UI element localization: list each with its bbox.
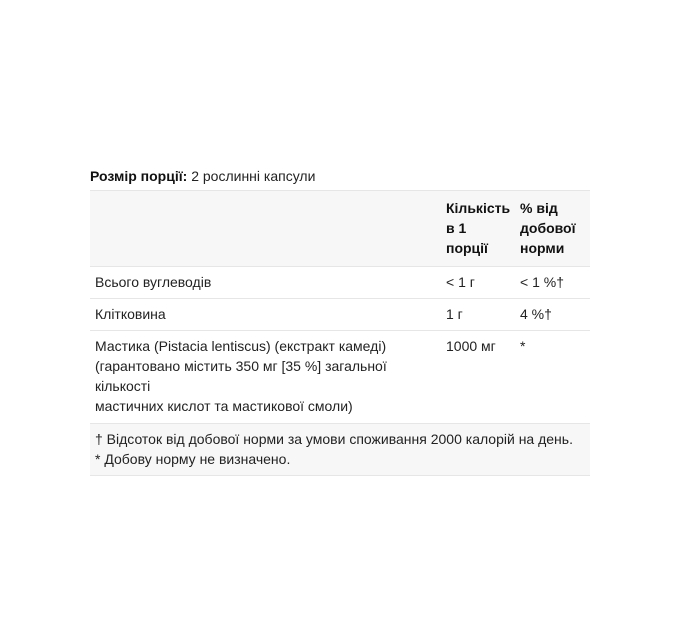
table-header-row	[90, 191, 590, 267]
ingredient-daily-value: < 1 %†	[515, 267, 590, 299]
serving-size-value: 2 рослинні капсули	[187, 168, 316, 184]
header-dv-line2: добової	[520, 220, 576, 236]
footnote-daily-value: † Відсоток від добової норми за умови споживання 2000 калорій на день.	[95, 431, 573, 447]
header-amount	[441, 191, 515, 267]
table-row	[90, 299, 590, 331]
supplement-facts-table	[90, 190, 590, 476]
ingredient-name-line1: Мастика (Pistacia lentiscus) (екстракт камеді)	[95, 338, 387, 354]
ingredient-name-line3: мастичних кислот та мастикової смоли)	[95, 398, 353, 414]
header-daily-value	[515, 191, 590, 267]
header-ingredient	[90, 191, 441, 267]
ingredient-amount: 1 г	[441, 299, 515, 331]
ingredient-daily-value: *	[515, 331, 590, 424]
ingredient-name	[90, 331, 441, 424]
footnotes-row	[90, 424, 590, 476]
ingredient-amount: < 1 г	[441, 267, 515, 299]
header-amount-line2: в 1 порції	[446, 220, 488, 256]
serving-size-label: Розмір порції:	[90, 168, 188, 184]
table-row	[90, 331, 590, 424]
supplement-facts-panel	[90, 166, 590, 476]
ingredient-daily-value: 4 %†	[515, 299, 590, 331]
footnote-not-established: * Добову норму не визначено.	[95, 451, 291, 467]
table-row	[90, 267, 590, 299]
ingredient-name-line2: (гарантовано містить 350 мг [35 %] загальної кількості	[95, 358, 387, 394]
serving-size	[90, 166, 590, 190]
header-amount-line1: Кількість	[446, 200, 511, 216]
header-dv-line1: % від	[520, 200, 558, 216]
ingredient-name: Клітковина	[90, 299, 441, 331]
ingredient-amount: 1000 мг	[441, 331, 515, 424]
footnotes	[90, 424, 590, 476]
header-dv-line3: норми	[520, 240, 565, 256]
ingredient-name: Всього вуглеводів	[90, 267, 441, 299]
